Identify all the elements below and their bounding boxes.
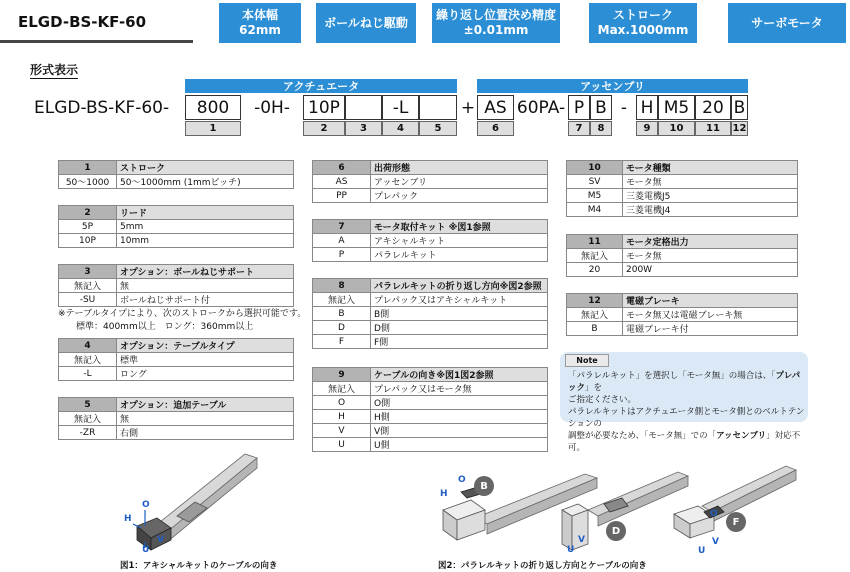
table-code: H bbox=[313, 410, 371, 424]
note-text bbox=[568, 370, 806, 454]
table-number: 12 bbox=[567, 294, 623, 308]
badge-accuracy bbox=[432, 3, 560, 43]
table-desc: プレパック又はモータ無 bbox=[371, 382, 548, 396]
table-row bbox=[313, 307, 548, 321]
table-row bbox=[313, 396, 548, 410]
table-number: 6 bbox=[313, 161, 371, 175]
fig2-label-d: D bbox=[606, 521, 626, 541]
table-title: 出荷形態 bbox=[371, 161, 548, 175]
note-line: 」を bbox=[585, 383, 603, 393]
spec-table-9 bbox=[312, 367, 548, 452]
badge-width bbox=[219, 3, 301, 43]
badge-line: ボールねじ駆動 bbox=[324, 15, 408, 30]
table-title: オプション：テーブルタイプ bbox=[117, 339, 294, 353]
table-desc: 5mm bbox=[117, 220, 294, 234]
table-code: 無記入 bbox=[567, 308, 623, 322]
badge-line: 繰り返し位置決め精度 bbox=[435, 8, 556, 22]
table-row bbox=[567, 189, 798, 203]
table-desc: V側 bbox=[371, 424, 548, 438]
table-code: 無記入 bbox=[313, 382, 371, 396]
table-row bbox=[59, 279, 294, 293]
table-code: 50～1000 bbox=[59, 175, 117, 189]
fig2b-label-h: H bbox=[440, 489, 448, 499]
table-desc: 三菱電機J5 bbox=[623, 189, 798, 203]
table-code: P bbox=[313, 248, 371, 262]
badge-line: 本体幅 bbox=[241, 8, 278, 22]
table-title: 電磁ブレーキ bbox=[623, 294, 798, 308]
table-number: 8 bbox=[313, 279, 371, 293]
code-seg-stroke: 800 bbox=[185, 95, 241, 120]
table-title: リード bbox=[117, 206, 294, 220]
table-desc: 無 bbox=[117, 279, 294, 293]
code-seg-opt3 bbox=[345, 95, 382, 120]
note-tab: Note bbox=[565, 354, 609, 367]
table-row bbox=[59, 412, 294, 426]
table-row bbox=[313, 438, 548, 452]
badge-line: サーボモータ bbox=[751, 15, 823, 30]
table-desc: ロング bbox=[117, 367, 294, 381]
table-desc: モータ無又は電磁ブレーキ無 bbox=[623, 308, 798, 322]
fig2b-label-o: O bbox=[458, 475, 466, 485]
table-row bbox=[567, 175, 798, 189]
table-desc: アキシャルキット bbox=[371, 234, 548, 248]
section-title: 形式表示 bbox=[30, 63, 79, 77]
table-code: O bbox=[313, 396, 371, 410]
table-row bbox=[313, 248, 548, 262]
code-seg-0h: -0H- bbox=[254, 97, 290, 118]
spec-table-4 bbox=[58, 338, 294, 381]
table-row bbox=[313, 382, 548, 396]
table-row bbox=[59, 220, 294, 234]
code-seg-fold: B bbox=[590, 95, 612, 120]
code-seg-output: 20 bbox=[695, 95, 731, 120]
table-row bbox=[59, 367, 294, 381]
fig2d-label-v: V bbox=[578, 535, 585, 545]
fig1-caption: 図1：アキシャルキットのケーブルの向き bbox=[120, 561, 278, 571]
stroke-note: ※テーブルタイプにより、次のストロークから選択可能です。 bbox=[58, 309, 307, 319]
table-code: -SU bbox=[59, 293, 117, 307]
table-code: 無記入 bbox=[59, 412, 117, 426]
table-row bbox=[59, 234, 294, 248]
code-seg-lead: 10P bbox=[303, 95, 345, 120]
code-prefix: ELGD-BS-KF-60- bbox=[34, 97, 170, 118]
table-code: 無記入 bbox=[59, 353, 117, 367]
table-code: M4 bbox=[567, 203, 623, 217]
table-row bbox=[313, 410, 548, 424]
table-code: F bbox=[313, 335, 371, 349]
num-box: 3 bbox=[345, 121, 382, 136]
spec-table-2 bbox=[58, 205, 294, 248]
code-seg-opt5 bbox=[419, 95, 457, 120]
table-code: D bbox=[313, 321, 371, 335]
table-desc: 無 bbox=[117, 412, 294, 426]
table-row bbox=[567, 203, 798, 217]
assembly-header: アッセンブリ bbox=[477, 79, 748, 93]
num-box: 6 bbox=[477, 121, 514, 136]
table-code: A bbox=[313, 234, 371, 248]
table-row bbox=[567, 249, 798, 263]
table-row bbox=[313, 189, 548, 203]
table-desc: 50～1000mm (1mmピッチ) bbox=[117, 175, 294, 189]
num-box: 5 bbox=[419, 121, 457, 136]
table-code: AS bbox=[313, 175, 371, 189]
spec-table-12 bbox=[566, 293, 798, 336]
num-box: 10 bbox=[658, 121, 695, 136]
table-row bbox=[567, 263, 798, 277]
num-box: 11 bbox=[695, 121, 731, 136]
code-seg-brake: B bbox=[731, 95, 748, 120]
table-code: 5P bbox=[59, 220, 117, 234]
table-row bbox=[59, 175, 294, 189]
num-box: 8 bbox=[590, 121, 612, 136]
stroke-note-detail: 標準：400mm以上 ロング：360mm以上 bbox=[76, 322, 254, 332]
spec-table-11 bbox=[566, 234, 798, 277]
note-line: ご指定ください。 bbox=[568, 395, 637, 405]
note-line: 」対応不可。 bbox=[568, 431, 801, 453]
fig1-label-o: O bbox=[142, 500, 150, 510]
figure-parallel-kit-f bbox=[668, 460, 818, 550]
badge-stroke bbox=[589, 3, 697, 43]
badge-line: Max.1000mm bbox=[597, 23, 689, 37]
table-code: V bbox=[313, 424, 371, 438]
table-row bbox=[59, 426, 294, 440]
table-desc: 10mm bbox=[117, 234, 294, 248]
table-number: 9 bbox=[313, 368, 371, 382]
table-number: 1 bbox=[59, 161, 117, 175]
table-number: 10 bbox=[567, 161, 623, 175]
fig2-label-b: B bbox=[474, 476, 494, 496]
num-box: 1 bbox=[185, 121, 241, 136]
code-seg-60pa: 60PA- bbox=[516, 97, 566, 118]
num-box: 9 bbox=[636, 121, 658, 136]
table-code: 無記入 bbox=[59, 279, 117, 293]
table-desc: U側 bbox=[371, 438, 548, 452]
table-row bbox=[313, 234, 548, 248]
badge-drive bbox=[316, 3, 416, 43]
spec-table-8 bbox=[312, 278, 548, 349]
table-number: 7 bbox=[313, 220, 371, 234]
table-code: 無記入 bbox=[567, 249, 623, 263]
table-number: 2 bbox=[59, 206, 117, 220]
table-code: SV bbox=[567, 175, 623, 189]
badge-line: 62mm bbox=[239, 23, 281, 37]
table-desc: アッセンブリ bbox=[371, 175, 548, 189]
fig2f-label-u: U bbox=[698, 546, 706, 556]
num-box: 4 bbox=[382, 121, 419, 136]
table-row bbox=[59, 293, 294, 307]
spec-table-1 bbox=[58, 160, 294, 189]
note-line: パラレルキットはアクチュエータ側とモータ側とのベルトテンションの bbox=[568, 407, 805, 429]
badge-line: ストローク bbox=[612, 8, 673, 22]
note-line: 「パラレルキット」を選択し「モータ無」の場合は、「 bbox=[568, 371, 776, 381]
table-row bbox=[313, 335, 548, 349]
note-line: 調整が必要なため、「モータ無」での「 bbox=[568, 431, 717, 441]
spec-table-3 bbox=[58, 264, 294, 307]
table-code: 10P bbox=[59, 234, 117, 248]
table-title: モータ定格出力 bbox=[623, 235, 798, 249]
table-row bbox=[59, 353, 294, 367]
table-row bbox=[567, 308, 798, 322]
table-row bbox=[313, 424, 548, 438]
fig2-label-f: F bbox=[726, 512, 746, 532]
table-code: PP bbox=[313, 189, 371, 203]
table-title: オプション：ボールねじサポート bbox=[117, 265, 294, 279]
code-seg-ship: AS bbox=[477, 95, 514, 120]
fig1-label-h: H bbox=[124, 514, 132, 524]
table-title: ストローク bbox=[117, 161, 294, 175]
spec-table-5 bbox=[58, 397, 294, 440]
code-dash: - bbox=[620, 97, 628, 118]
figure-axial-kit bbox=[115, 448, 285, 556]
table-desc: 右側 bbox=[117, 426, 294, 440]
table-number: 4 bbox=[59, 339, 117, 353]
table-desc: B側 bbox=[371, 307, 548, 321]
table-code: 無記入 bbox=[313, 293, 371, 307]
table-code: B bbox=[567, 322, 623, 336]
num-box: 12 bbox=[732, 123, 747, 134]
table-desc: パラレルキット bbox=[371, 248, 548, 262]
table-desc: 200W bbox=[623, 263, 798, 277]
code-seg-table: -L bbox=[382, 95, 419, 120]
table-title: ケーブルの向き※図1図2参照 bbox=[371, 368, 548, 382]
fig1-label-u: U bbox=[142, 545, 150, 555]
table-desc: プレパック bbox=[371, 189, 548, 203]
table-title: オプション：追加テーブル bbox=[117, 398, 294, 412]
table-number: 5 bbox=[59, 398, 117, 412]
spec-table-10 bbox=[566, 160, 798, 217]
table-title: パラレルキットの折り返し方向※図2参照 bbox=[371, 279, 548, 293]
badge-line: ±0.01mm bbox=[463, 23, 529, 37]
badge-motor bbox=[728, 3, 846, 43]
code-plus: + bbox=[460, 97, 476, 118]
table-desc: F側 bbox=[371, 335, 548, 349]
table-desc: 三菱電機J4 bbox=[623, 203, 798, 217]
table-row bbox=[313, 293, 548, 307]
table-desc: O側 bbox=[371, 396, 548, 410]
fig2f-label-v: V bbox=[712, 537, 719, 547]
code-seg-kit: P bbox=[568, 95, 590, 120]
table-code: -L bbox=[59, 367, 117, 381]
actuator-header: アクチュエータ bbox=[185, 79, 457, 93]
spec-table-6 bbox=[312, 160, 548, 203]
table-number: 3 bbox=[59, 265, 117, 279]
table-code: M5 bbox=[567, 189, 623, 203]
table-desc: プレパック又はアキシャルキット bbox=[371, 293, 548, 307]
spec-table-7 bbox=[312, 219, 548, 262]
table-row bbox=[313, 175, 548, 189]
code-seg-motor: M5 bbox=[658, 95, 695, 120]
table-desc: モータ無 bbox=[623, 175, 798, 189]
fig1-label-v: V bbox=[157, 535, 164, 545]
table-code: B bbox=[313, 307, 371, 321]
table-code: U bbox=[313, 438, 371, 452]
table-row bbox=[313, 321, 548, 335]
code-seg-cable: H bbox=[636, 95, 658, 120]
note-bold: アッセンブリ bbox=[716, 431, 767, 441]
note-bold: プレパック bbox=[568, 371, 801, 393]
num-box: 7 bbox=[568, 121, 590, 136]
table-row bbox=[567, 322, 798, 336]
table-desc: 電磁ブレーキ付 bbox=[623, 322, 798, 336]
fig2f-label-o: O bbox=[710, 509, 718, 519]
model-title: ELGD-BS-KF-60 bbox=[0, 3, 193, 43]
table-title: モータ種類 bbox=[623, 161, 798, 175]
table-desc: 標準 bbox=[117, 353, 294, 367]
fig2-caption: 図2：パラレルキットの折り返し方向とケーブルの向き bbox=[438, 561, 647, 571]
table-desc: ボールねじサポート付 bbox=[117, 293, 294, 307]
table-title: モータ取付キット ※図1参照 bbox=[371, 220, 548, 234]
fig2d-label-u: U bbox=[567, 545, 575, 555]
table-desc: モータ無 bbox=[623, 249, 798, 263]
table-desc: H側 bbox=[371, 410, 548, 424]
table-code: 20 bbox=[567, 263, 623, 277]
num-box: 2 bbox=[303, 121, 345, 136]
table-number: 11 bbox=[567, 235, 623, 249]
table-code: -ZR bbox=[59, 426, 117, 440]
table-desc: D側 bbox=[371, 321, 548, 335]
